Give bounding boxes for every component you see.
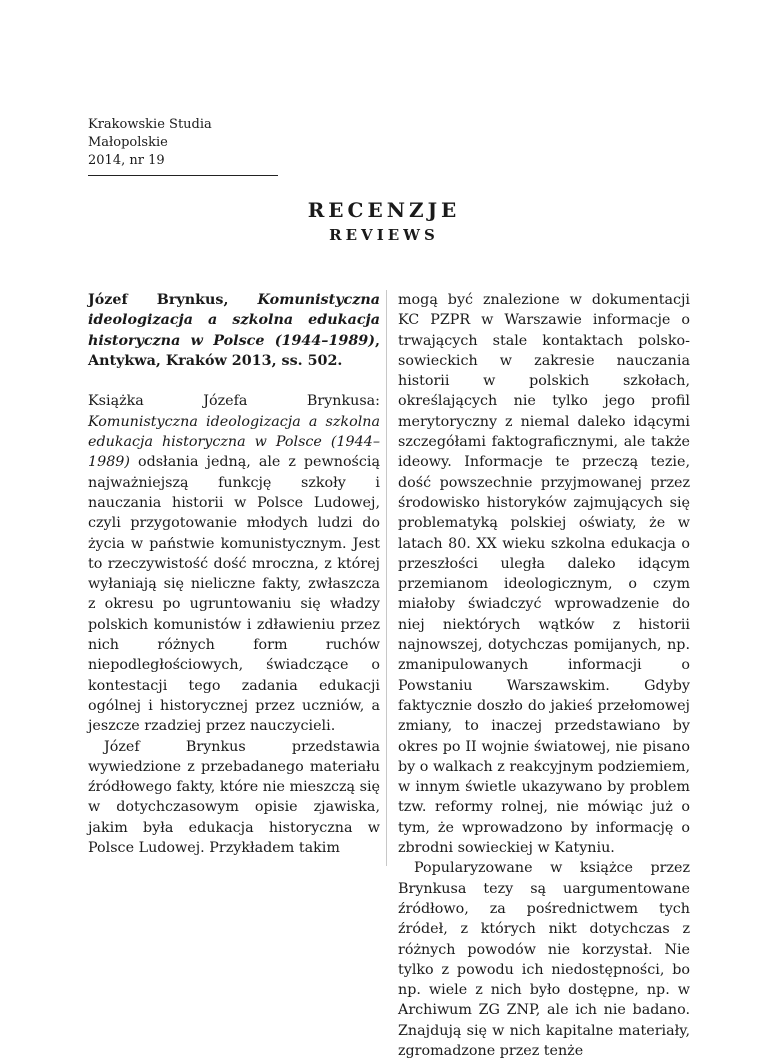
paragraph-1-lead: Książka Józefa Brynkusa: (88, 393, 380, 410)
column-separator (386, 290, 387, 866)
review-author: Józef Brynkus, (88, 292, 229, 308)
section-title: RECENZJE (307, 198, 461, 222)
review-publication: , Antykwa, Kraków 2013, ss. 502. (88, 332, 380, 369)
paragraph-1 (88, 391, 380, 736)
paragraph-3: Popularyzowane w książce przez Brynkusa tezy są uargumentowane źródłowo, za pośrednictwem tych źródeł, z których nikt dotychczas z różnych powodów nie korzystał. Nie tylko z powodu ich niedostępności, bo np. wiele z nich było dostępne, np. w Archiwum ZG ZNP, ale ich nie badano. Znajdują się w nich kapitalne materiały, zgromadzone przez tenże (398, 860, 690, 1059)
journal-issue: 2014, nr 19 (88, 153, 165, 168)
paragraph-2: Józef Brynkus przedstawia wywiedzione z przebadanego materiału źródłowego fakty, które nie mieszczą się w dotychczasowym opisie zjawiska, jakim była edukacja historyczna w Polsce Ludowej. Przykładem takim (88, 738, 380, 857)
journal-name: Krakowskie Studia Małopolskie (88, 117, 212, 150)
review-reference (88, 290, 380, 371)
paragraph-1-title: Komunistyczna ideologizacja a szkolna edukacja historyczna w Polsce (1944–1989) (88, 413, 380, 471)
paragraph-1-text: odsłania jedną, ale z pewnością najważniejszą funkcję szkoły i nauczania historii w Polsce Ludowej, czyli przygotowanie młodych ludzi do życia w państwie komunistycznym. Jest to rzeczywistość dość mroczna, z której wyłaniają się nieliczne fakty, zwłaszcza z okresu po ugruntowaniu się władzy polskich komunistów i zdławieniu przez nich różnych form ruchów niepodległościowych, świadczące o kontestacji tego zadania edukacji ogólnej i historycznej przez uczniów, a jeszcze rzadziej przez nauczycieli. (88, 454, 380, 735)
review-book-title: Komunistyczna ideologizacja a szkolna edukacja historyczna w Polsce (1944–1989) (88, 292, 380, 349)
section-subtitle: REVIEWS (329, 226, 439, 244)
journal-rule (88, 175, 278, 176)
column-right (398, 290, 690, 1061)
paragraph-2-continued: mogą być znalezione w dokumentacji KC PZPR w Warszawie informacje o trwających stale kontaktach polsko-sowieckich w zakresie nauczania historii w polskich szkołach, określających nie tylko jego profil merytoryczny z niemal daleko idącymi szczegółami faktograficznymi, ale także ideowy. Informacje te przeczą tezie, dość powszechnie przyjmowanej przez środowisko historyków zajmujących się problematyką polskiej oświaty, że w latach 80. XX wieku szkolna edukacja o przeszłości uległa daleko idącym przemianom ideologicznym, o czym miałoby świadczyć wprowadzenie do niej niektórych wątków z historii najnowszej, dotychczas pomijanych, np. zmanipulowanych informacji o Powstaniu Warszawskim. Gdyby faktycznie doszło do jakieś przełomowej zmiany, to inaczej przedstawiano by okres po II wojnie światowej, nie pisano by o walkach z reakcyjnym podziemiem, w innym świetle ukazywano by problem tzw. reformy rolnej, nie mówiąc już o tym, że wprowadzono by informację o zbrodni sowieckiej w Katyniu. (398, 292, 690, 857)
column-left (88, 290, 380, 858)
journal-header (88, 116, 278, 176)
